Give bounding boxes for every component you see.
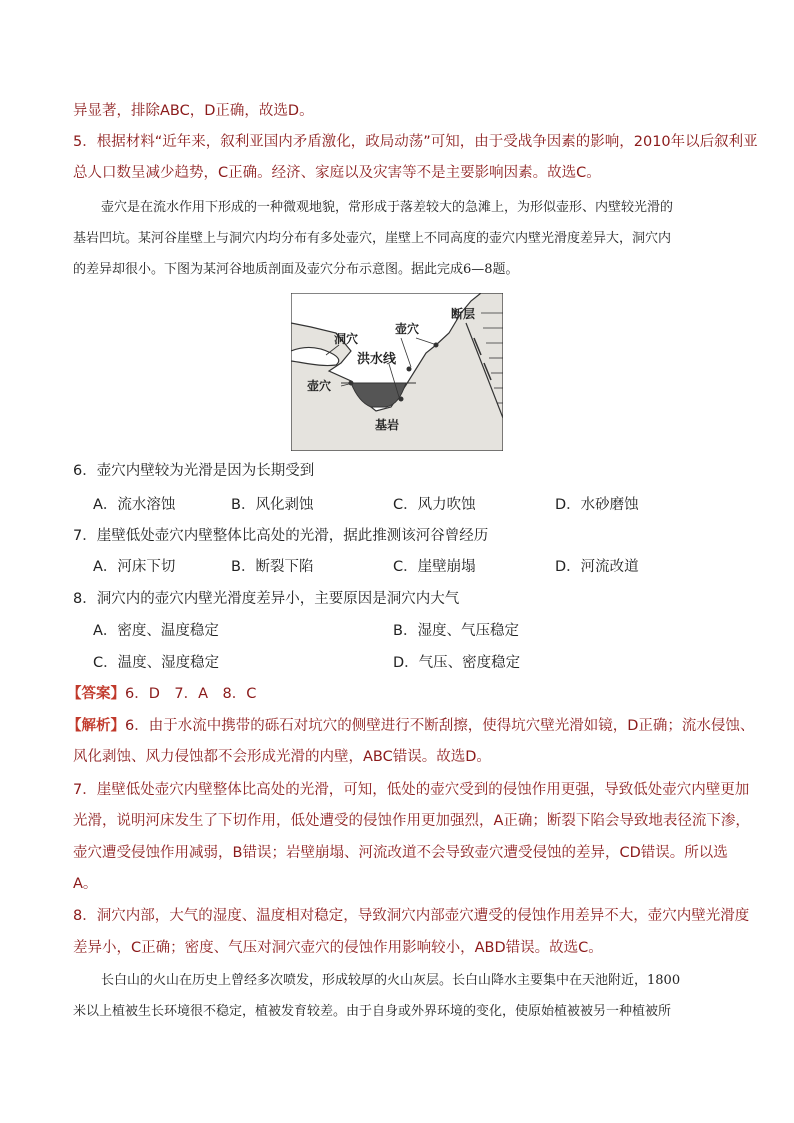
q8-option-c: C．温度、湿度稳定 (93, 655, 220, 671)
analysis-text: 6．由于水流中携带的砾石对坑穴的侧壁进行不断刮擦，使得坑穴壁光滑如镜，D正确；流水侵蚀、 (125, 718, 755, 734)
question-8-stem: 8．洞穴内的壶穴内壁光滑度差异小，主要原因是洞穴内大气 (73, 591, 460, 607)
valley-profile-diagram (291, 293, 503, 451)
analysis-line: 风化剥蚀、风力侵蚀都不会形成光滑的内壁，ABC错误。故选D。 (73, 749, 491, 765)
label-flood-line: 洪水线 (357, 351, 397, 366)
q6-option-c: C．风力吹蚀 (393, 497, 476, 513)
text-line: 异显著，排除ABC，D正确，故选D。 (73, 103, 314, 119)
label-cave: 洞穴 (334, 332, 359, 346)
q8-option-a: A．密度、温度稳定 (93, 623, 219, 639)
text-line: 5．根据材料“近年来，叙利亚国内矛盾激化，政局动荡”可知，由于受战争因素的影响，2010年以后叙利亚 (73, 134, 758, 150)
answer-text: 6．D 7．A 8．C (125, 686, 257, 702)
passage-line: 壶穴是在流水作用下形成的一种微观地貌，常形成于落差较大的急滩上，为形似壶形、内壁较光滑的 (101, 200, 674, 215)
q7-option-a: A．河床下切 (93, 559, 176, 575)
q8-option-d: D．气压、密度稳定 (393, 655, 521, 671)
analysis-line: 壶穴遭受侵蚀作用减弱，B错误；岩壁崩塌、河流改道不会导致壶穴遭受侵蚀的差异，CD错误。所以选 (73, 845, 728, 861)
label-pothole-left: 壶穴 (307, 379, 332, 393)
passage2-line: 长白山的火山在历史上曾经多次喷发，形成较厚的火山灰层。长白山降水主要集中在天池附近，1800 (101, 973, 681, 988)
text-line: 总人口数呈减少趋势，C正确。经济、家庭以及灾害等不是主要影响因素。故选C。 (73, 165, 601, 181)
label-pothole-top: 壶穴 (395, 322, 420, 336)
analysis-line: 8．洞穴内部，大气的湿度、温度相对稳定，导致洞穴内部壶穴遭受的侵蚀作用差异不大，壶穴内壁光滑度 (73, 908, 750, 924)
label-fault: 断层 (451, 307, 476, 321)
analysis-line: 差异小，C正确；密度、气压对洞穴壶穴的侵蚀作用影响较小，ABD错误。故选C。 (73, 940, 603, 956)
q7-option-c: C．崖壁崩塌 (393, 559, 476, 575)
q6-option-a: A．流水溶蚀 (93, 497, 176, 513)
passage-line: 的差异却很小。下图为某河谷地质剖面及壶穴分布示意图。据此完成6—8题。 (73, 262, 519, 277)
analysis-line: 光滑，说明河床发生了下切作用，低处遭受的侵蚀作用更加强烈，A正确；断裂下陷会导致地表径流下渗， (73, 813, 750, 829)
q7-option-d: D．河流改道 (555, 559, 639, 575)
answer-line (67, 684, 256, 704)
analysis-line (67, 716, 754, 736)
label-bedrock: 基岩 (375, 418, 400, 432)
answer-tag: 【答案】 (67, 686, 125, 702)
analysis-line: A。 (73, 876, 98, 892)
q6-option-d: D．水砂磨蚀 (555, 497, 639, 513)
passage2-line: 米以上植被生长环境很不稳定，植被发育较差。由于自身或外界环境的变化，使原始植被被另一种植被所 (73, 1004, 672, 1019)
q7-option-b: B．断裂下陷 (231, 559, 314, 575)
analysis-tag: 【解析】 (67, 718, 125, 734)
question-7-stem: 7．崖壁低处壶穴内壁整体比高处的光滑，据此推测该河谷曾经历 (73, 528, 489, 544)
q8-option-b: B．湿度、气压稳定 (393, 623, 519, 639)
question-6-stem: 6．壶穴内壁较为光滑是因为长期受到 (73, 463, 315, 479)
passage-line: 基岩凹坑。某河谷崖壁上与洞穴内均分布有多处壶穴，崖壁上不同高度的壶穴内壁光滑度差异大，洞穴内 (73, 231, 672, 246)
analysis-line: 7．崖壁低处壶穴内壁整体比高处的光滑，可知，低处的壶穴受到的侵蚀作用更强，导致低处壶穴内壁更加 (73, 782, 750, 798)
q6-option-b: B．风化剥蚀 (231, 497, 314, 513)
